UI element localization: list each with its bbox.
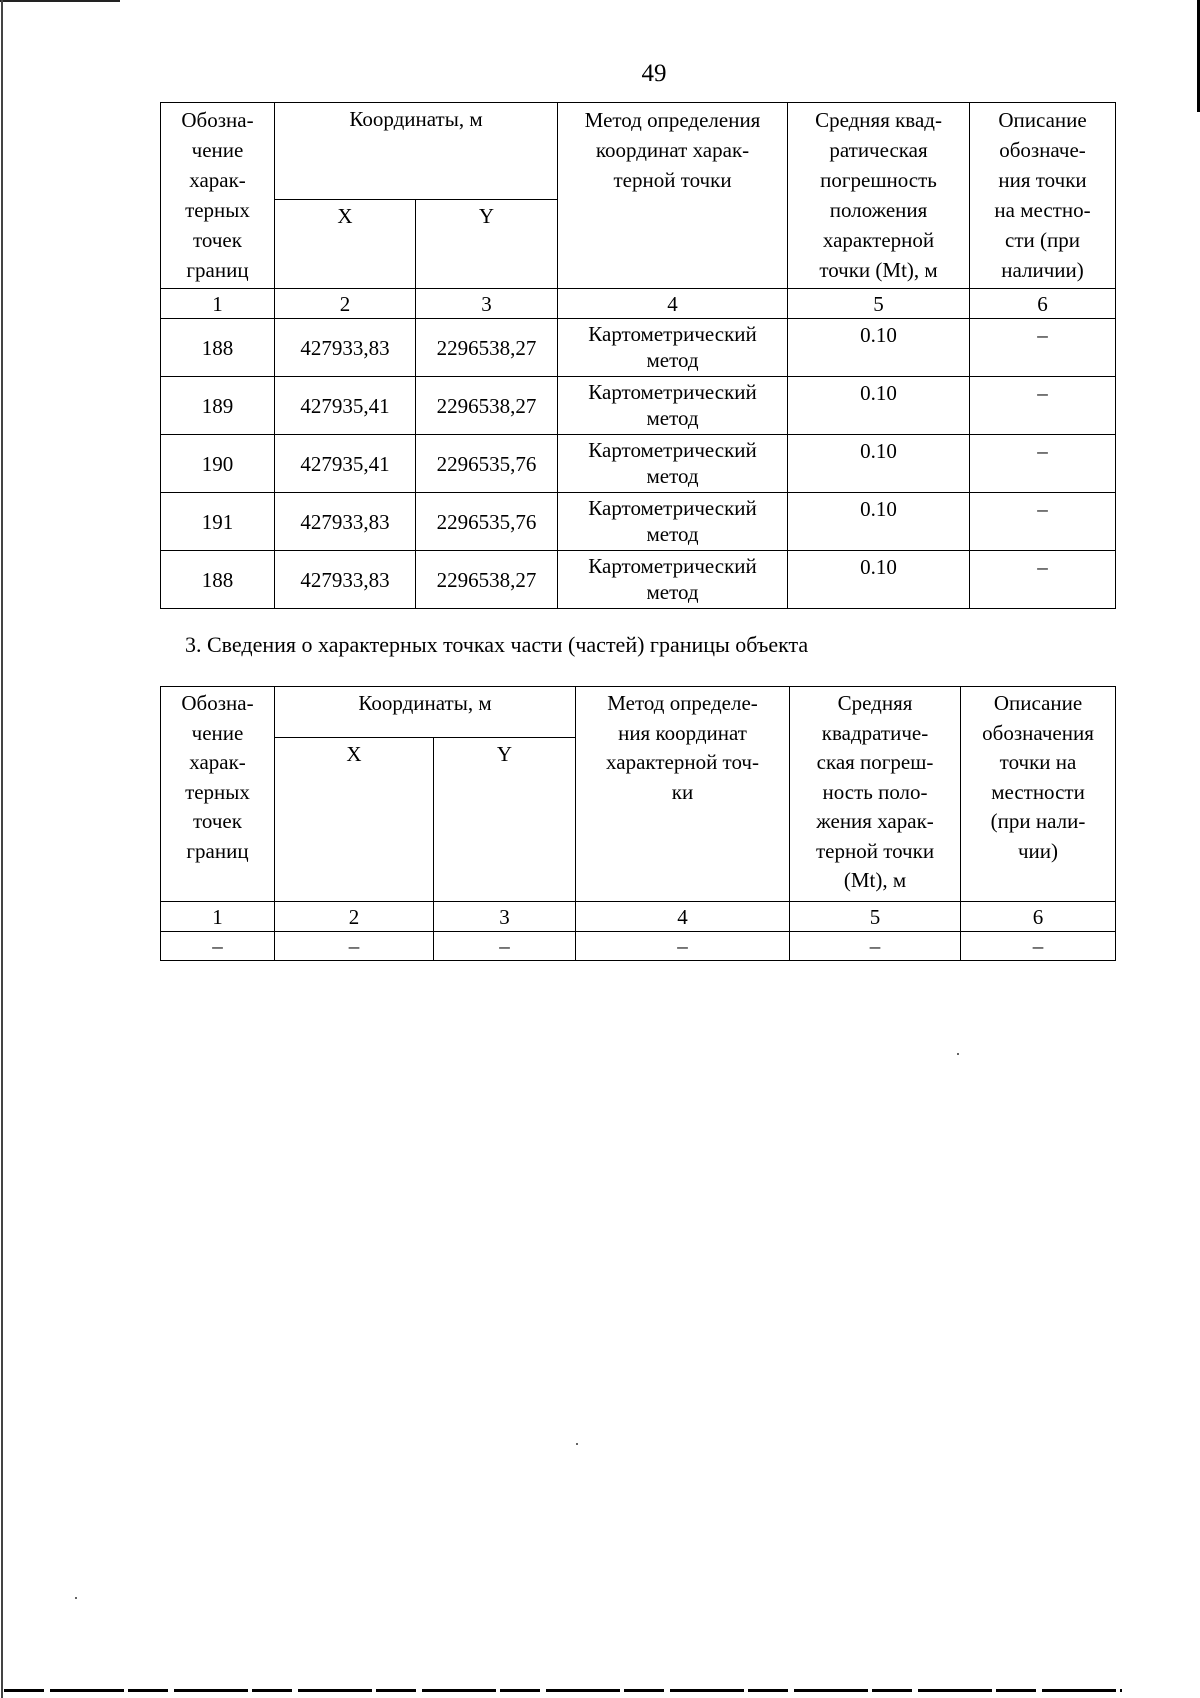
header-description: Описание обозначе- ния точки на местно- сти (при наличии) <box>970 103 1116 289</box>
error-cell: 0.10 <box>788 493 970 551</box>
column-number: 4 <box>558 289 788 319</box>
header-error: Средняя квад- ратическая погрешность положения характерной точки (Mt), м <box>788 103 970 289</box>
scan-edge-bottom <box>4 1689 1122 1692</box>
table-row <box>161 493 1116 551</box>
scan-speck <box>75 1597 77 1599</box>
column-number: 3 <box>416 289 558 319</box>
x-cell: 427933,83 <box>275 551 416 609</box>
point-cell: 190 <box>161 435 275 493</box>
header-y: Y <box>416 200 558 289</box>
description-cell: – <box>970 551 1116 609</box>
error-cell: – <box>790 932 961 961</box>
y-cell: – <box>434 932 576 961</box>
description-cell: – <box>970 493 1116 551</box>
column-number: 1 <box>161 902 275 932</box>
method-cell: – <box>576 932 790 961</box>
description-cell: – <box>970 435 1116 493</box>
scan-speck <box>576 1443 578 1445</box>
method-cell: Картометрический метод <box>558 319 788 377</box>
header-method: Метод определе- ния координат характерной точ- ки <box>576 687 790 902</box>
page-number: 49 <box>641 60 667 87</box>
method-cell: Картометрический метод <box>558 377 788 435</box>
column-number: 2 <box>275 902 434 932</box>
header-designation: Обозна- чение харак- терных точек границ <box>161 103 275 289</box>
x-cell: – <box>275 932 434 961</box>
x-cell: 427935,41 <box>275 377 416 435</box>
y-cell: 2296535,76 <box>416 493 558 551</box>
header-x: X <box>275 200 416 289</box>
column-number: 2 <box>275 289 416 319</box>
header-method: Метод определения координат харак- терной точки <box>558 103 788 289</box>
header-coordinates: Координаты, м <box>275 103 558 200</box>
header-coordinates: Координаты, м <box>275 687 576 738</box>
table-row <box>161 932 1116 961</box>
column-number: 1 <box>161 289 275 319</box>
y-cell: 2296535,76 <box>416 435 558 493</box>
point-cell: 188 <box>161 551 275 609</box>
part-boundary-points-table <box>160 686 1116 961</box>
header-designation: Обозна- чение харак- терных точек границ <box>161 687 275 902</box>
point-cell: 189 <box>161 377 275 435</box>
boundary-points-table <box>160 102 1116 609</box>
scan-speck <box>957 1053 959 1055</box>
y-cell: 2296538,27 <box>416 551 558 609</box>
header-error: Средняя квадратиче- ская погреш- ность поло- жения харак- терной точки (Mt), м <box>790 687 961 902</box>
header-y: Y <box>434 738 576 902</box>
header-x: X <box>275 738 434 902</box>
method-cell: Картометрический метод <box>558 435 788 493</box>
y-cell: 2296538,27 <box>416 377 558 435</box>
table-row <box>161 377 1116 435</box>
column-number: 4 <box>576 902 790 932</box>
x-cell: 427935,41 <box>275 435 416 493</box>
y-cell: 2296538,27 <box>416 319 558 377</box>
description-cell: – <box>961 932 1116 961</box>
point-cell: – <box>161 932 275 961</box>
section-title: 3. Сведения о характерных точках части (частей) границы объекта <box>185 632 809 657</box>
method-cell: Картометрический метод <box>558 493 788 551</box>
point-cell: 191 <box>161 493 275 551</box>
description-cell: – <box>970 377 1116 435</box>
table-row <box>161 319 1116 377</box>
scan-edge-left <box>1 0 3 1698</box>
column-number: 6 <box>961 902 1116 932</box>
error-cell: 0.10 <box>788 319 970 377</box>
column-number: 6 <box>970 289 1116 319</box>
description-cell: – <box>970 319 1116 377</box>
table-row <box>161 551 1116 609</box>
column-number: 5 <box>788 289 970 319</box>
x-cell: 427933,83 <box>275 493 416 551</box>
scan-edge-top <box>0 0 120 2</box>
point-cell: 188 <box>161 319 275 377</box>
error-cell: 0.10 <box>788 377 970 435</box>
header-description: Описание обозначения точки на местности (при нали- чии) <box>961 687 1116 902</box>
error-cell: 0.10 <box>788 435 970 493</box>
error-cell: 0.10 <box>788 551 970 609</box>
column-number: 5 <box>790 902 961 932</box>
x-cell: 427933,83 <box>275 319 416 377</box>
column-number: 3 <box>434 902 576 932</box>
method-cell: Картометрический метод <box>558 551 788 609</box>
table-row <box>161 435 1116 493</box>
